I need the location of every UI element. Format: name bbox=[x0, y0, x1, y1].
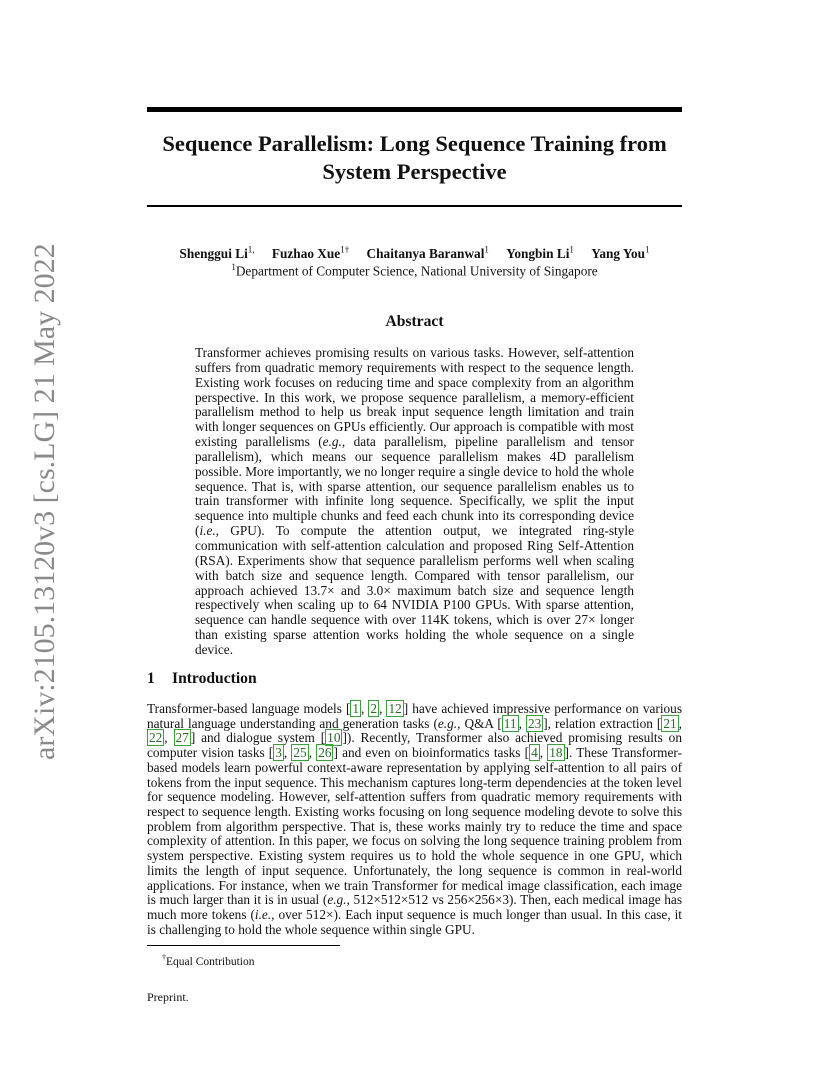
title-top-rule bbox=[147, 107, 682, 112]
citation-link[interactable]: 23 bbox=[527, 715, 542, 731]
citation-link[interactable]: 11 bbox=[503, 715, 517, 731]
citation-link[interactable]: 3 bbox=[275, 745, 282, 761]
introduction-text: Transformer-based language models [ 1 , 2 , 12 ] have achieved impressive performance on various natural language understanding and generation tasks (e.g., Q&A [ 11 , 23 ], relation extraction [ 21 , 22 , 27 ] and dialogue system [ 10 ]). Recently, Transformer also achieved promising results on computer vision tasks [ 3 , 25 , 26 ] and even on bioinformatics tasks [ 4 , 18 ]. These Transformer-based models learn powerful context-aware representation by applying self-attention to all pairs of tokens from the input sequence. This mechanism captures long-term dependencies at the token level for sequence modeling. However, self-attention suffers from quadratic memory requirements with respect to sequence length. Existing works focusing on long sequence modeling devote to solve this problem from algorithm perspective. That is, these works mainly try to reduce the time and space complexity of attention. In this paper, we focus on solving the long sequence training problem from system perspective. Existing system requires us to hold the whole sequence in one GPU, which limits the length of input sequence. Unfortunately, the long sequence is common in real-world applications. For instance, when we train Transformer for medical image classification, each image is much larger than it is in usual (e.g., 512×512×512 vs 256×256×3). Then, each medical image has much more tokens (i.e., over 512×). Each input sequence is much longer than usual. In this case, it is challenging to hold the whole sequence within single GPU. bbox=[147, 701, 683, 937]
section-title: Introduction bbox=[172, 670, 257, 687]
title-line-1: Sequence Parallelism: Long Sequence Training from bbox=[162, 131, 667, 156]
title-bottom-rule bbox=[147, 205, 682, 207]
paper-title bbox=[147, 130, 682, 186]
citation-link[interactable]: 2 bbox=[370, 701, 378, 716]
author: Fuzhao Xue$^{1\dagger}$ bbox=[271, 245, 350, 262]
author: Yang You$^1$ bbox=[591, 245, 650, 262]
abstract-heading: Abstract bbox=[385, 313, 444, 330]
title-line-2: System Perspective bbox=[322, 159, 507, 184]
abstract-text: Transformer achieves promising results on various tasks. However, self-attention suffers from quadratic memory requirements with respect to the sequence length. Existing work focuses on reducing time and space complexity from an algorithm perspective. In this work, we propose sequence parallelism, a memory-efficient parallelism method to help us break input sequence length limitation and train with longer sequences on GPUs efficiently. Our approach is compatible with most existing parallelisms (e.g., data parallelism, pipeline parallelism and tensor parallelism), which means our sequence parallelism makes 4D parallelism possible. More importantly, we no longer require a single device to hold the whole sequence. That is, with sparse attention, our sequence parallelism enables us to train transformer with infinite long sequence. Specifically, we split the input sequence into multiple chunks and feed each chunk into its corresponding device (i.e., GPU). To compute the attention output, we integrated ring-style communication with self-attention calculation and proposed Ring Self-Attention (RSA). Experiments show that sequence parallelism performs well when scaling with batch size and sequence length. Compared with tensor parallelism, our approach achieved 13.7× and 3.0× maximum batch size and sequence length respectively when scaling up to 64 NVIDIA P100 GPUs. With sparse attention, sequence can handle sequence with over 114K tokens, which is over 27× longer than existing sparse attention works holding the whole sequence on a single device. bbox=[195, 345, 634, 657]
citation-link[interactable]: 18 bbox=[549, 745, 563, 761]
preprint-label: Preprint. bbox=[147, 990, 189, 1004]
citation-link[interactable]: 27 bbox=[175, 730, 189, 746]
citation-link[interactable]: 1 bbox=[352, 701, 360, 716]
section-number: 1 bbox=[147, 670, 155, 687]
citation-link[interactable]: 12 bbox=[388, 701, 402, 716]
footnote-rule bbox=[147, 945, 340, 946]
citation-link[interactable]: 10 bbox=[327, 730, 341, 746]
arxiv-identifier: arXiv:2105.13120v3 [cs.LG] 21 May 2022 bbox=[28, 243, 61, 760]
citation-link[interactable]: 25 bbox=[293, 745, 307, 761]
footnote: †Equal Contribution bbox=[162, 953, 255, 968]
citation-link[interactable]: 22 bbox=[149, 730, 163, 746]
author: Shenggui $Li^{1,}$ bbox=[179, 245, 255, 262]
citation-link[interactable]: 21 bbox=[663, 715, 677, 731]
affiliation: $^1$Department of Computer Science, National University of Singapore bbox=[231, 262, 598, 279]
citation-link[interactable]: 26 bbox=[318, 745, 332, 761]
author: Chaitanya Baranwal$^1$ bbox=[366, 245, 489, 262]
section-heading bbox=[147, 669, 682, 689]
citation-link[interactable]: 4 bbox=[531, 745, 538, 761]
author: Yongbin Li$^1$ bbox=[506, 245, 574, 262]
